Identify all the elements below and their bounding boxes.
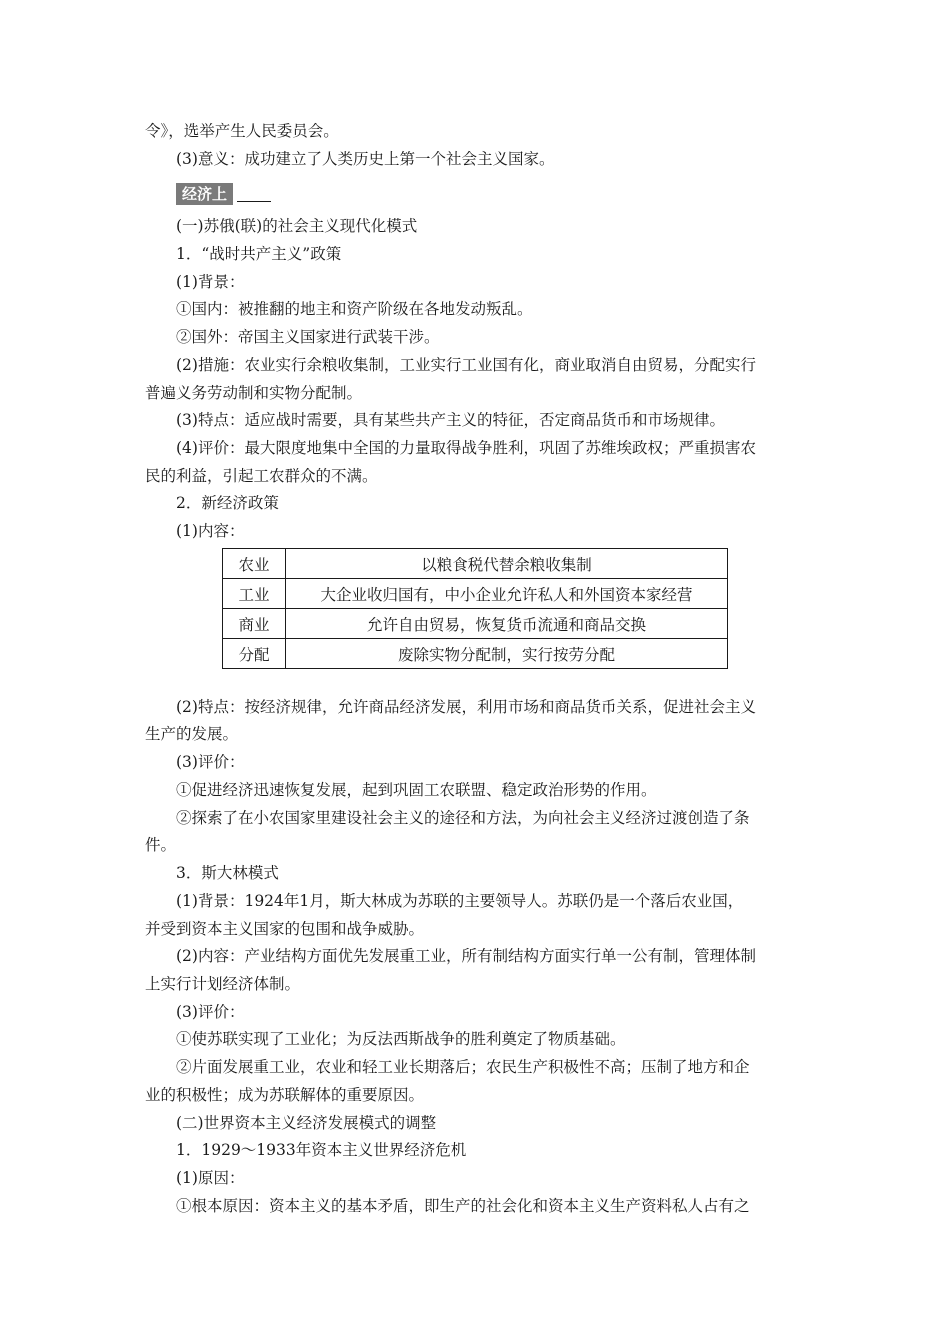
text-line: ②片面发展重工业，农业和轻工业长期落后；农民生产积极性不高；压制了地方和企 xyxy=(176,1058,750,1076)
item-title: 2．新经济政策 xyxy=(176,494,279,512)
sector-cell: 商业 xyxy=(223,609,286,639)
text-line: (1)背景： xyxy=(176,273,245,291)
text-line: (4)评价：最大限度地集中全国的力量取得战争胜利，巩固了苏维埃政权；严重损害农 xyxy=(176,439,756,457)
policy-cell: 大企业收归国有，中小企业允许私人和外国资本家经营 xyxy=(286,579,728,609)
policy-cell: 允许自由贸易，恢复货币流通和商品交换 xyxy=(286,609,728,639)
item-title: 3．斯大林模式 xyxy=(176,864,279,882)
text-line: 民的利益，引起工农群众的不满。 xyxy=(145,467,378,485)
text-line: 上实行计划经济体制。 xyxy=(145,975,301,993)
text-line: ①国内：被推翻的地主和资产阶级在各地发动叛乱。 xyxy=(176,300,533,318)
section-header xyxy=(176,183,271,205)
subsection-heading: (二)世界资本主义经济发展模式的调整 xyxy=(176,1114,437,1132)
text-line: ①根本原因：资本主义的基本矛盾，即生产的社会化和资本主义生产资料私人占有之 xyxy=(176,1197,750,1215)
table-row xyxy=(223,609,728,639)
text-line: 令》，选举产生人民委员会。 xyxy=(145,122,339,140)
text-line: 生产的发展。 xyxy=(145,725,239,743)
table-row xyxy=(223,579,728,609)
text-line: 业的积极性；成为苏联解体的重要原因。 xyxy=(145,1086,425,1104)
text-line: ①使苏联实现了工业化；为反法西斯战争的胜利奠定了物质基础。 xyxy=(176,1030,626,1048)
text-line: ②国外：帝国主义国家进行武装干涉。 xyxy=(176,328,440,346)
text-line: (3)评价： xyxy=(176,753,245,771)
policy-cell: 以粮食税代替余粮收集制 xyxy=(286,549,728,579)
text-line: (2)特点：按经济规律，允许商品经济发展，利用市场和商品货币关系，促进社会主义 xyxy=(176,698,756,716)
text-line: (2)措施：农业实行余粮收集制，工业实行工业国有化，商业取消自由贸易，分配实行 xyxy=(176,356,756,374)
sector-cell: 工业 xyxy=(223,579,286,609)
text-line: (1)背景：1924年1月，斯大林成为苏联的主要领导人。苏联仍是一个落后农业国， xyxy=(176,892,744,910)
table-row xyxy=(223,639,728,669)
text-line: ②探索了在小农国家里建设社会主义的途径和方法，为向社会主义经济过渡创造了条 xyxy=(176,809,750,827)
text-line: 件。 xyxy=(145,836,177,854)
sector-cell: 农业 xyxy=(223,549,286,579)
table-row xyxy=(223,549,728,579)
text-line: 并受到资本主义国家的包围和战争威胁。 xyxy=(145,920,425,938)
policy-cell: 废除实物分配制，实行按劳分配 xyxy=(286,639,728,669)
section-rule xyxy=(237,201,271,202)
subsection-heading: (一)苏俄(联)的社会主义现代化模式 xyxy=(176,217,418,235)
text-line: (2)内容：产业结构方面优先发展重工业，所有制结构方面实行单一公有制，管理体制 xyxy=(176,947,756,965)
text-line: (3)意义：成功建立了人类历史上第一个社会主义国家。 xyxy=(176,150,555,168)
text-line: ①促进经济迅速恢复发展，起到巩固工农联盟、稳定政治形势的作用。 xyxy=(176,781,657,799)
item-title: 1．“战时共产主义”政策 xyxy=(176,245,342,263)
text-line: (1)原因： xyxy=(176,1169,245,1187)
section-tag: 经济上 xyxy=(176,183,233,205)
text-line: 普遍义务劳动制和实物分配制。 xyxy=(145,384,363,402)
text-line: (1)内容： xyxy=(176,522,245,540)
sector-cell: 分配 xyxy=(223,639,286,669)
item-title: 1．1929～1933年资本主义世界经济危机 xyxy=(176,1141,467,1159)
text-line: (3)特点：适应战时需要，具有某些共产主义的特征，否定商品货币和市场规律。 xyxy=(176,411,725,429)
nep-content-table xyxy=(222,548,728,669)
text-line: (3)评价： xyxy=(176,1003,245,1021)
